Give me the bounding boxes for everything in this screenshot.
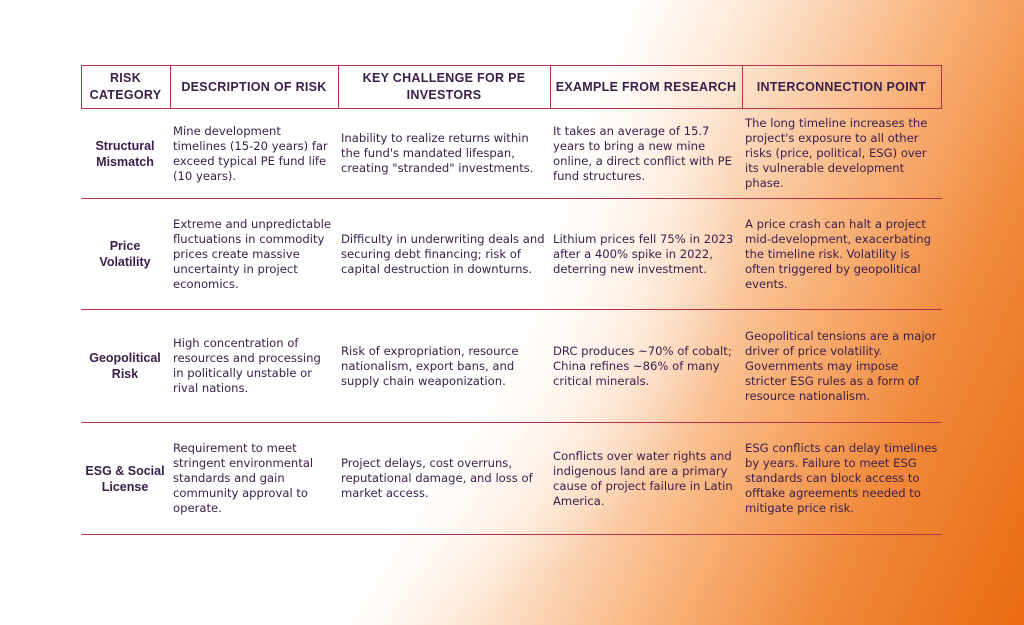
row-challenge: Inability to realize returns within the fund's mandated lifespan, creating "stranded" investments.: [338, 109, 550, 199]
row-example: Conflicts over water rights and indigenous land are a primary cause of project failure in Latin America.: [550, 423, 742, 535]
row-example: It takes an average of 15.7 years to bring a new mine online, a direct conflict with PE fund structures.: [550, 109, 742, 199]
row-category: Price Volatility: [81, 199, 170, 310]
row-challenge: Difficulty in underwriting deals and securing debt financing; risk of capital destruction in downturns.: [338, 199, 550, 310]
row-interconnection: ESG conflicts can delay timelines by years. Failure to meet ESG standards can block access to offtake agreements needed to mitigate price risk.: [742, 423, 942, 535]
row-category: Geopolitical Risk: [81, 310, 170, 423]
header-description: DESCRIPTION OF RISK: [170, 65, 338, 109]
row-example: DRC produces ~70% of cobalt; China refines ~86% of many critical minerals.: [550, 310, 742, 423]
row-challenge: Risk of expropriation, resource nationalism, export bans, and supply chain weaponization.: [338, 310, 550, 423]
row-interconnection: A price crash can halt a project mid-development, exacerbating the timeline risk. Volatility is often triggered by geopolitical events.: [742, 199, 942, 310]
row-interconnection: Geopolitical tensions are a major driver of price volatility. Governments may impose stricter ESG rules as a form of resource nationalism.: [742, 310, 942, 423]
row-description: High concentration of resources and processing in politically unstable or rival nations.: [170, 310, 338, 423]
row-interconnection: The long timeline increases the project's exposure to all other risks (price, political, ESG) over its vulnerable development phase.: [742, 109, 942, 199]
row-example: Lithium prices fell 75% in 2023 after a 400% spike in 2022, deterring new investment.: [550, 199, 742, 310]
header-risk-category: RISK CATEGORY: [81, 65, 170, 109]
risk-table: [81, 65, 942, 535]
row-description: Requirement to meet stringent environmental standards and gain community approval to operate.: [170, 423, 338, 535]
header-interconnection: INTERCONNECTION POINT: [742, 65, 942, 109]
row-description: Extreme and unpredictable fluctuations in commodity prices create massive uncertainty in project economics.: [170, 199, 338, 310]
row-challenge: Project delays, cost overruns, reputational damage, and loss of market access.: [338, 423, 550, 535]
row-category: Structural Mismatch: [81, 109, 170, 199]
row-category: ESG & Social License: [81, 423, 170, 535]
row-description: Mine development timelines (15-20 years) far exceed typical PE fund life (10 years).: [170, 109, 338, 199]
header-key-challenge: KEY CHALLENGE FOR PE INVESTORS: [338, 65, 550, 109]
header-example: EXAMPLE FROM RESEARCH: [550, 65, 742, 109]
